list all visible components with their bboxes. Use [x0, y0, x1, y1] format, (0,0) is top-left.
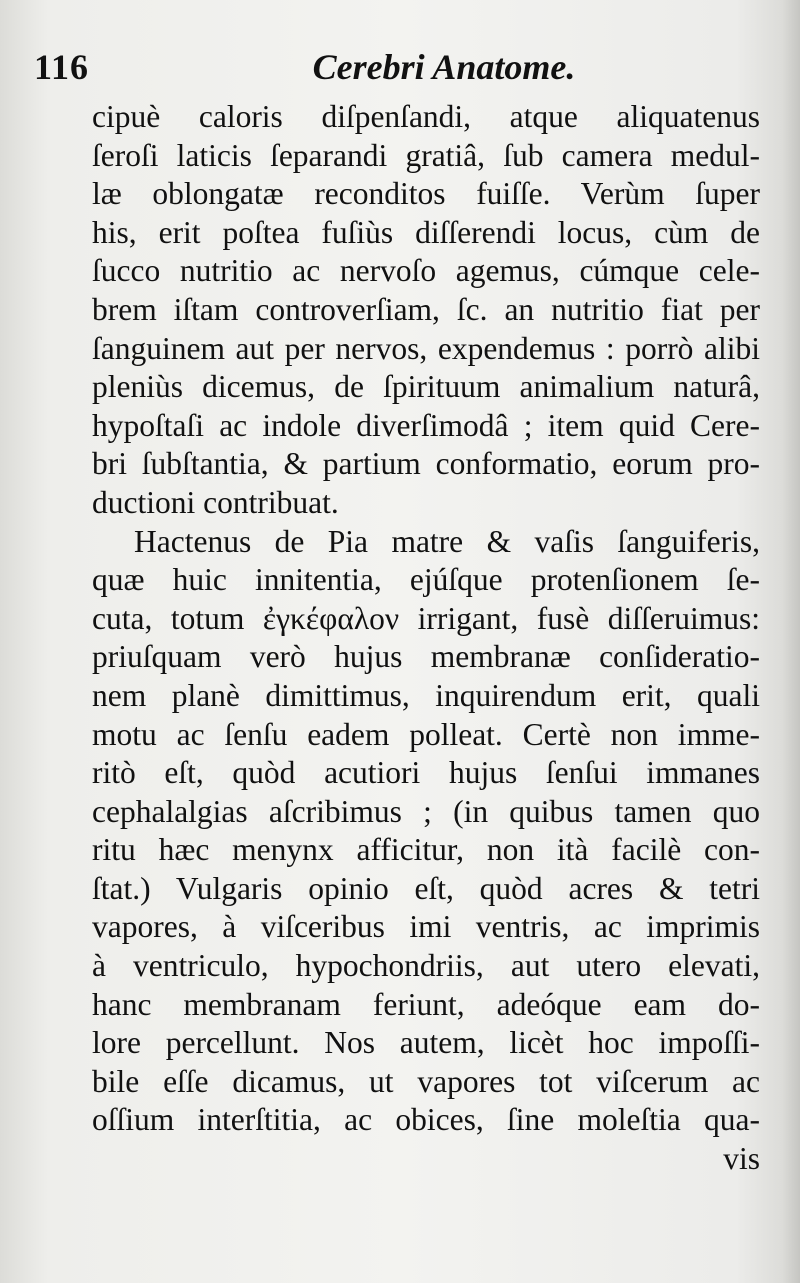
text-line: cephalalgias aſcribimus ; (in quibus tamen quo	[92, 793, 760, 829]
text-line: hypoſtaſi ac indole diverſimodâ ; item quid Cere-	[92, 407, 760, 443]
text-line: vapores, à viſceribus imi ventris, ac imprimis	[92, 909, 760, 945]
page-header	[34, 38, 754, 98]
text-line: Hactenus de Pia matre & vaſis ſanguiferis,	[134, 523, 760, 559]
text-line: hanc membranam feriunt, adeóque eam do-	[92, 986, 760, 1022]
body-text	[92, 98, 760, 1179]
text-line: lore percellunt. Nos autem, licèt hoc impoſſi-	[92, 1025, 760, 1061]
text-line: ſeroſi laticis ſeparandi gratiâ, ſub camera medul-	[92, 137, 760, 173]
text-line: pleniùs dicemus, de ſpirituum animalium naturâ,	[92, 369, 760, 405]
text-line: cipuè caloris diſpenſandi, atque aliquatenus	[92, 99, 760, 134]
text-line: nem planè dimittimus, inquirendum erit, quali	[92, 677, 760, 713]
text-line: brem iſtam controverſiam, ſc. an nutritio fiat per	[92, 291, 760, 327]
text-line: ritu hæc menynx afficitur, non ità facilè con-	[92, 832, 760, 868]
running-title: Cerebri Anatome.	[312, 47, 576, 87]
text-line: læ oblongatæ reconditos fuiſſe. Verùm ſuper	[92, 176, 760, 212]
text-line: motu ac ſenſu eadem polleat. Certè non imme-	[92, 716, 760, 752]
text-line: ſtat.) Vulgaris opinio eſt, quòd acres & tetri	[92, 870, 760, 906]
catchword: vis	[723, 1141, 760, 1177]
text-line: à ventriculo, hypochondriis, aut utero elevati,	[92, 948, 760, 984]
text-line: priuſquam verò hujus membranæ conſideratio-	[92, 639, 760, 675]
text-line: ſucco nutritio ac nervoſo agemus, cúmque cele-	[92, 253, 760, 289]
text-line: bri ſubſtantia, & partium conformatio, eorum pro-	[92, 446, 760, 482]
text-line: bile eſſe dicamus, ut vapores tot viſcerum ac	[92, 1063, 760, 1099]
text-line: oſſium interſtitia, ac obices, ſine moleſtia qua-	[92, 1102, 760, 1138]
page-number: 116	[34, 47, 90, 87]
text-line: quæ huic innitentia, ejúſque protenſionem ſe-	[92, 562, 760, 598]
text-line: ductioni contribuat.	[92, 484, 339, 520]
text-line: cuta, totum ἐγκέφαλον irrigant, fusè diſſeruimus:	[92, 600, 760, 636]
text-line: ritò eſt, quòd acutiori hujus ſenſui immanes	[92, 755, 760, 791]
text-line: his, erit poſtea fuſiùs diſſerendi locus, cùm de	[92, 214, 760, 250]
page-gutter-shadow	[782, 0, 800, 1283]
text-line: ſanguinem aut per nervos, expendemus : porrò alibi	[92, 330, 760, 366]
